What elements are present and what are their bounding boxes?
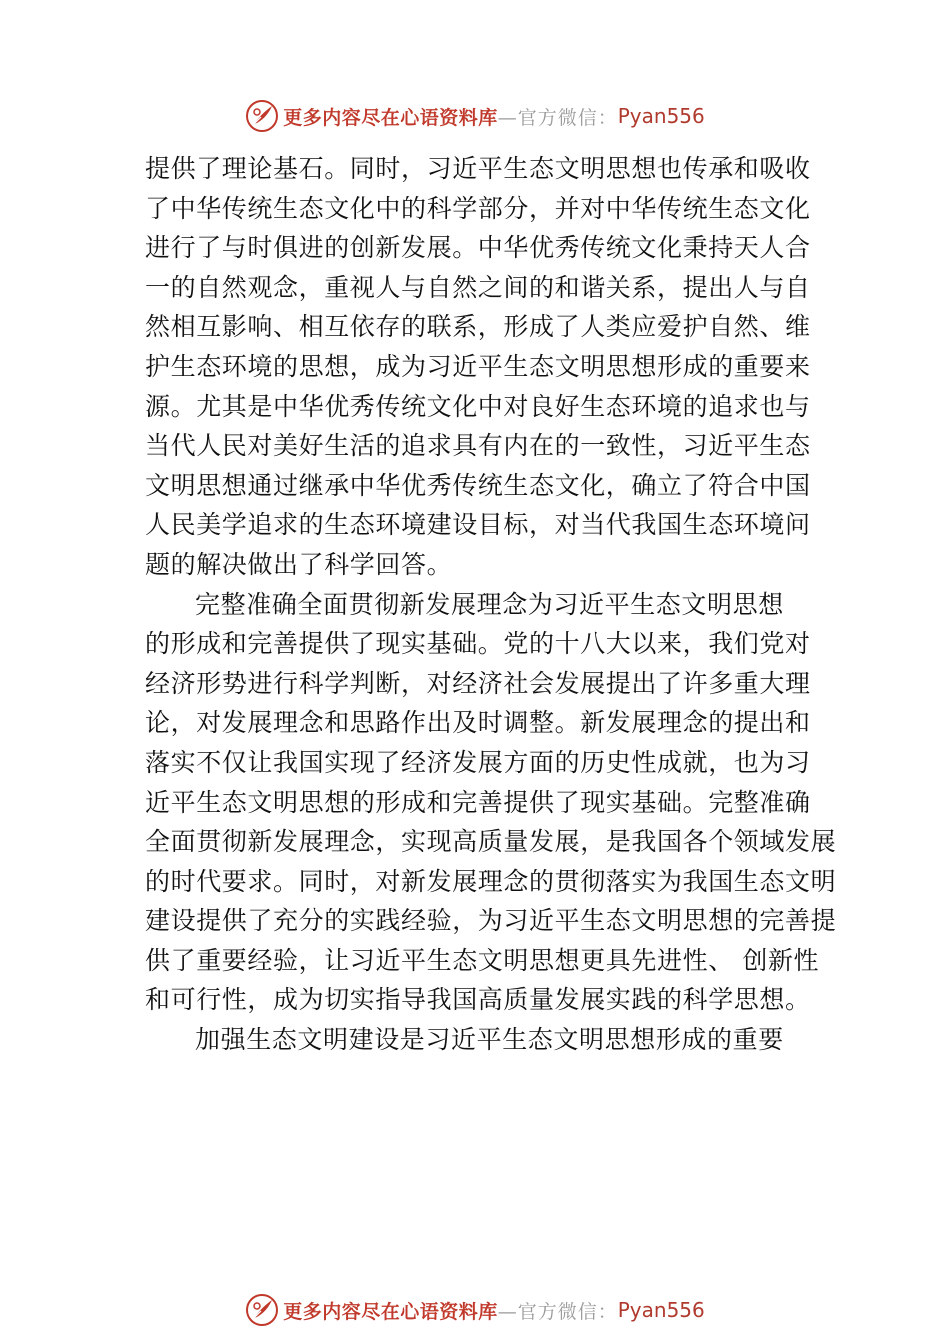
body-line: 一的自然观念，重视人与自然之间的和谐关系，提出人与自	[145, 272, 811, 302]
body-line: 的时代要求。同时，对新发展理念的贯彻落实为我国生态文明	[145, 866, 837, 896]
paragraph-start-line: 加强生态文明建设是习近平生态文明思想形成的重要	[195, 1025, 784, 1055]
header-wechat-id: Pyan556	[617, 104, 705, 128]
body-line: 护生态环境的思想，成为习近平生态文明思想形成的重要来	[145, 351, 811, 381]
footer-wechat-label: —官方微信：	[497, 1300, 618, 1323]
body-line: 进行了与时俱进的创新发展。中华优秀传统文化秉持天人合	[145, 233, 811, 263]
header-wechat-label: —官方微信：	[497, 106, 618, 129]
footer-brand-text: 更多内容尽在心语资料库	[283, 1300, 498, 1323]
body-line: 文明思想通过继承中华优秀传统生态文化，确立了符合中国	[145, 470, 811, 500]
paragraph-start-line: 完整准确全面贯彻新发展理念为习近平生态文明思想	[195, 589, 784, 619]
document-body	[145, 149, 837, 1060]
footer-wechat-id: Pyan556	[617, 1298, 705, 1322]
body-line: 论，对发展理念和思路作出及时调整。新发展理念的提出和	[145, 708, 811, 738]
body-line: 人民美学追求的生态环境建设目标，对当代我国生态环境问	[145, 510, 811, 540]
body-line: 源。尤其是中华优秀传统文化中对良好生态环境的追求也与	[145, 391, 811, 421]
header-brand-text: 更多内容尽在心语资料库	[283, 106, 498, 129]
body-line: 的形成和完善提供了现实基础。党的十八大以来，我们党对	[145, 629, 811, 659]
body-line: 然相互影响、相互依存的联系，形成了人类应爱护自然、维	[145, 312, 811, 342]
body-line: 近平生态文明思想的形成和完善提供了现实基础。完整准确	[145, 787, 811, 817]
quill-logo-icon	[245, 1293, 279, 1327]
header-banner	[0, 96, 950, 136]
footer-banner	[0, 1290, 950, 1330]
body-line: 全面贯彻新发展理念，实现高质量发展，是我国各个领域发展	[145, 827, 837, 857]
body-line: 落实不仅让我国实现了经济发展方面的历史性成就，也为习	[145, 747, 811, 777]
body-line: 供了重要经验，让习近平生态文明思想更具先进性、 创新性	[145, 945, 820, 975]
body-line: 和可行性，成为切实指导我国高质量发展实践的科学思想。	[145, 985, 811, 1015]
body-line: 了中华传统生态文化中的科学部分，并对中华传统生态文化	[145, 193, 811, 223]
body-line: 题的解决做出了科学回答。	[145, 549, 453, 579]
body-line: 建设提供了充分的实践经验，为习近平生态文明思想的完善提	[145, 906, 837, 936]
body-line: 经济形势进行科学判断，对经济社会发展提出了许多重大理	[145, 668, 811, 698]
body-line: 当代人民对美好生活的追求具有内在的一致性，习近平生态	[145, 431, 811, 461]
body-line: 提供了理论基石。同时，习近平生态文明思想也传承和吸收	[145, 154, 811, 183]
quill-logo-icon	[245, 99, 279, 133]
